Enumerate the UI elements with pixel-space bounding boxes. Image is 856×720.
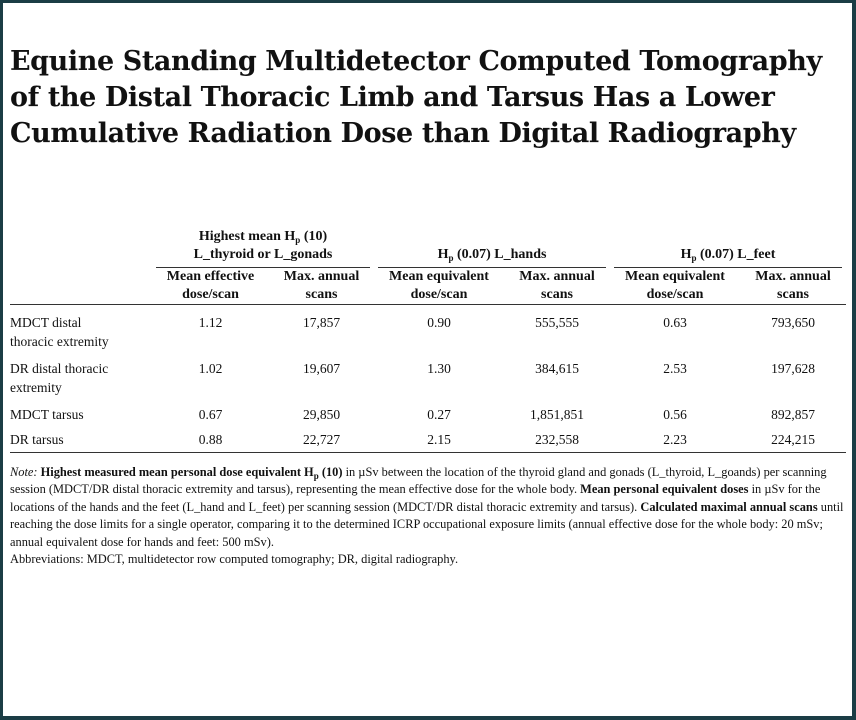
col-header-line: dose/scan <box>182 287 239 302</box>
table-cell: 22,727 <box>269 428 374 453</box>
group-header-feet-prefix: H <box>680 247 692 262</box>
col-header-line: dose/scan <box>410 287 468 302</box>
table-cell: 2.53 <box>663 361 687 376</box>
note-label: Note: <box>10 465 38 479</box>
group-header-hp10-line2: L_thyroid or L_gonads <box>193 247 333 262</box>
col-header-max-annual-3 <box>740 268 846 305</box>
table-cell: 0.88 <box>152 428 269 453</box>
sub-header-row <box>10 268 846 305</box>
dose-table <box>10 224 846 453</box>
col-header-line: Max. annual <box>283 269 360 284</box>
col-header-line: scans <box>305 287 338 302</box>
row-label: MDCT tarsus <box>10 407 84 422</box>
col-header-line: Max. annual <box>519 269 595 284</box>
group-header-hp10-sub: p <box>295 235 301 245</box>
table-cell: 17,857 <box>302 315 341 330</box>
table-note <box>10 464 846 551</box>
row-label-line: thoracic extremity <box>10 334 109 349</box>
col-header-mean-effective <box>152 268 269 305</box>
table-cell: 224,215 <box>740 428 846 453</box>
row-label-line: DR distal thoracic <box>10 361 109 376</box>
col-header-line: scans <box>777 287 809 302</box>
group-header-row <box>10 224 846 268</box>
table-row <box>10 401 846 428</box>
group-header-hp10 <box>152 224 374 268</box>
row-label-line: MDCT distal <box>10 315 82 330</box>
note-text-2: in µSv for the locations of the hands and the feet (L_hand and L_feet) per scanning session (MDCT/DR distal thoracic extremity and tarsus). <box>10 482 821 514</box>
table-cell: 0.67 <box>198 407 223 422</box>
table-cell: 29,850 <box>302 407 341 422</box>
table-cell: 892,857 <box>771 407 815 422</box>
row-label <box>10 305 152 356</box>
col-header-max-annual-1 <box>269 268 374 305</box>
table-cell: 1.12 <box>198 315 223 330</box>
col-header-line: Mean equivalent <box>625 269 725 284</box>
table-cell: 0.27 <box>427 407 451 422</box>
note-bold-1-sub: p <box>313 471 319 481</box>
col-header-mean-equivalent-hands <box>374 268 504 305</box>
col-header-line: Max. annual <box>755 269 831 284</box>
table-cell: 555,555 <box>535 315 579 330</box>
col-header-line: Mean equivalent <box>389 269 489 284</box>
col-header-max-annual-2 <box>504 268 610 305</box>
table-cell: 1.02 <box>198 361 223 376</box>
group-header-hands-sub: p <box>448 253 454 263</box>
table-row <box>10 305 846 356</box>
group-header-hands-suffix: (0.07) L_hands <box>453 247 547 262</box>
row-label: DR tarsus <box>10 428 152 453</box>
col-header-line: dose/scan <box>646 287 704 302</box>
table-row <box>10 428 846 453</box>
col-header-line: scans <box>541 287 573 302</box>
group-header-feet <box>610 224 846 268</box>
group-header-hands <box>374 224 610 268</box>
table-cell: 0.90 <box>427 315 451 330</box>
table-row <box>10 355 846 401</box>
group-header-hp10-suffix: (10) <box>300 229 328 244</box>
group-header-hp10-prefix: Highest mean H <box>198 229 296 244</box>
table-cell: 232,558 <box>504 428 610 453</box>
table-cell: 19,607 <box>302 361 341 376</box>
col-header-line: Mean effective <box>166 269 255 284</box>
note-bold-2: Mean personal equivalent doses <box>580 482 749 497</box>
group-header-feet-sub: p <box>691 253 697 263</box>
row-label <box>10 355 152 401</box>
abbreviations: Abbreviations: MDCT, multidetector row computed tomography; DR, digital radiography. <box>10 552 459 566</box>
table-cell: 384,615 <box>535 361 579 376</box>
table-cell: 793,650 <box>771 315 815 330</box>
table-cell: 1,851,851 <box>530 407 584 422</box>
table-cell: 197,628 <box>771 361 815 376</box>
row-label-line: extremity <box>10 380 62 395</box>
paper-title: Equine Standing Multidetector Computed Tomography of the Distal Thoracic Limb and Tarsus Has a Lower Cumulative Radiation Dose than Digital Radiography <box>10 46 822 149</box>
table-cell: 0.56 <box>663 407 687 422</box>
col-header-mean-equivalent-feet <box>610 268 740 305</box>
note-text-3: until reaching the dose limits for a single operator, comparing it to the determined ICRP occupational exposure limits (annual effective dose for the whole body: 20 mSv; annual equivalent dose for hands and feet: 500 mSv). <box>10 499 844 549</box>
note-bold-1-suffix: (10) <box>318 465 343 479</box>
group-header-hands-prefix: H <box>437 247 449 262</box>
table-cell: 2.23 <box>610 428 740 453</box>
note-bold-1 <box>41 465 343 479</box>
note-bold-3: Calculated maximal annual scans <box>640 499 818 514</box>
table-cell: 2.15 <box>374 428 504 453</box>
note-bold-1-prefix: Highest measured mean personal dose equivalent H <box>40 465 314 479</box>
note-text-1: in µSv between the location of the thyroid gland and gonads (L_thyroid, L_goands) per scanning session (MDCT/DR distal thoracic extremity and tarsus), representing the mean effective dose for the whole body. <box>10 465 827 497</box>
table-cell: 0.63 <box>663 315 687 330</box>
group-header-feet-suffix: (0.07) L_feet <box>696 247 776 262</box>
table-cell: 1.30 <box>427 361 451 376</box>
